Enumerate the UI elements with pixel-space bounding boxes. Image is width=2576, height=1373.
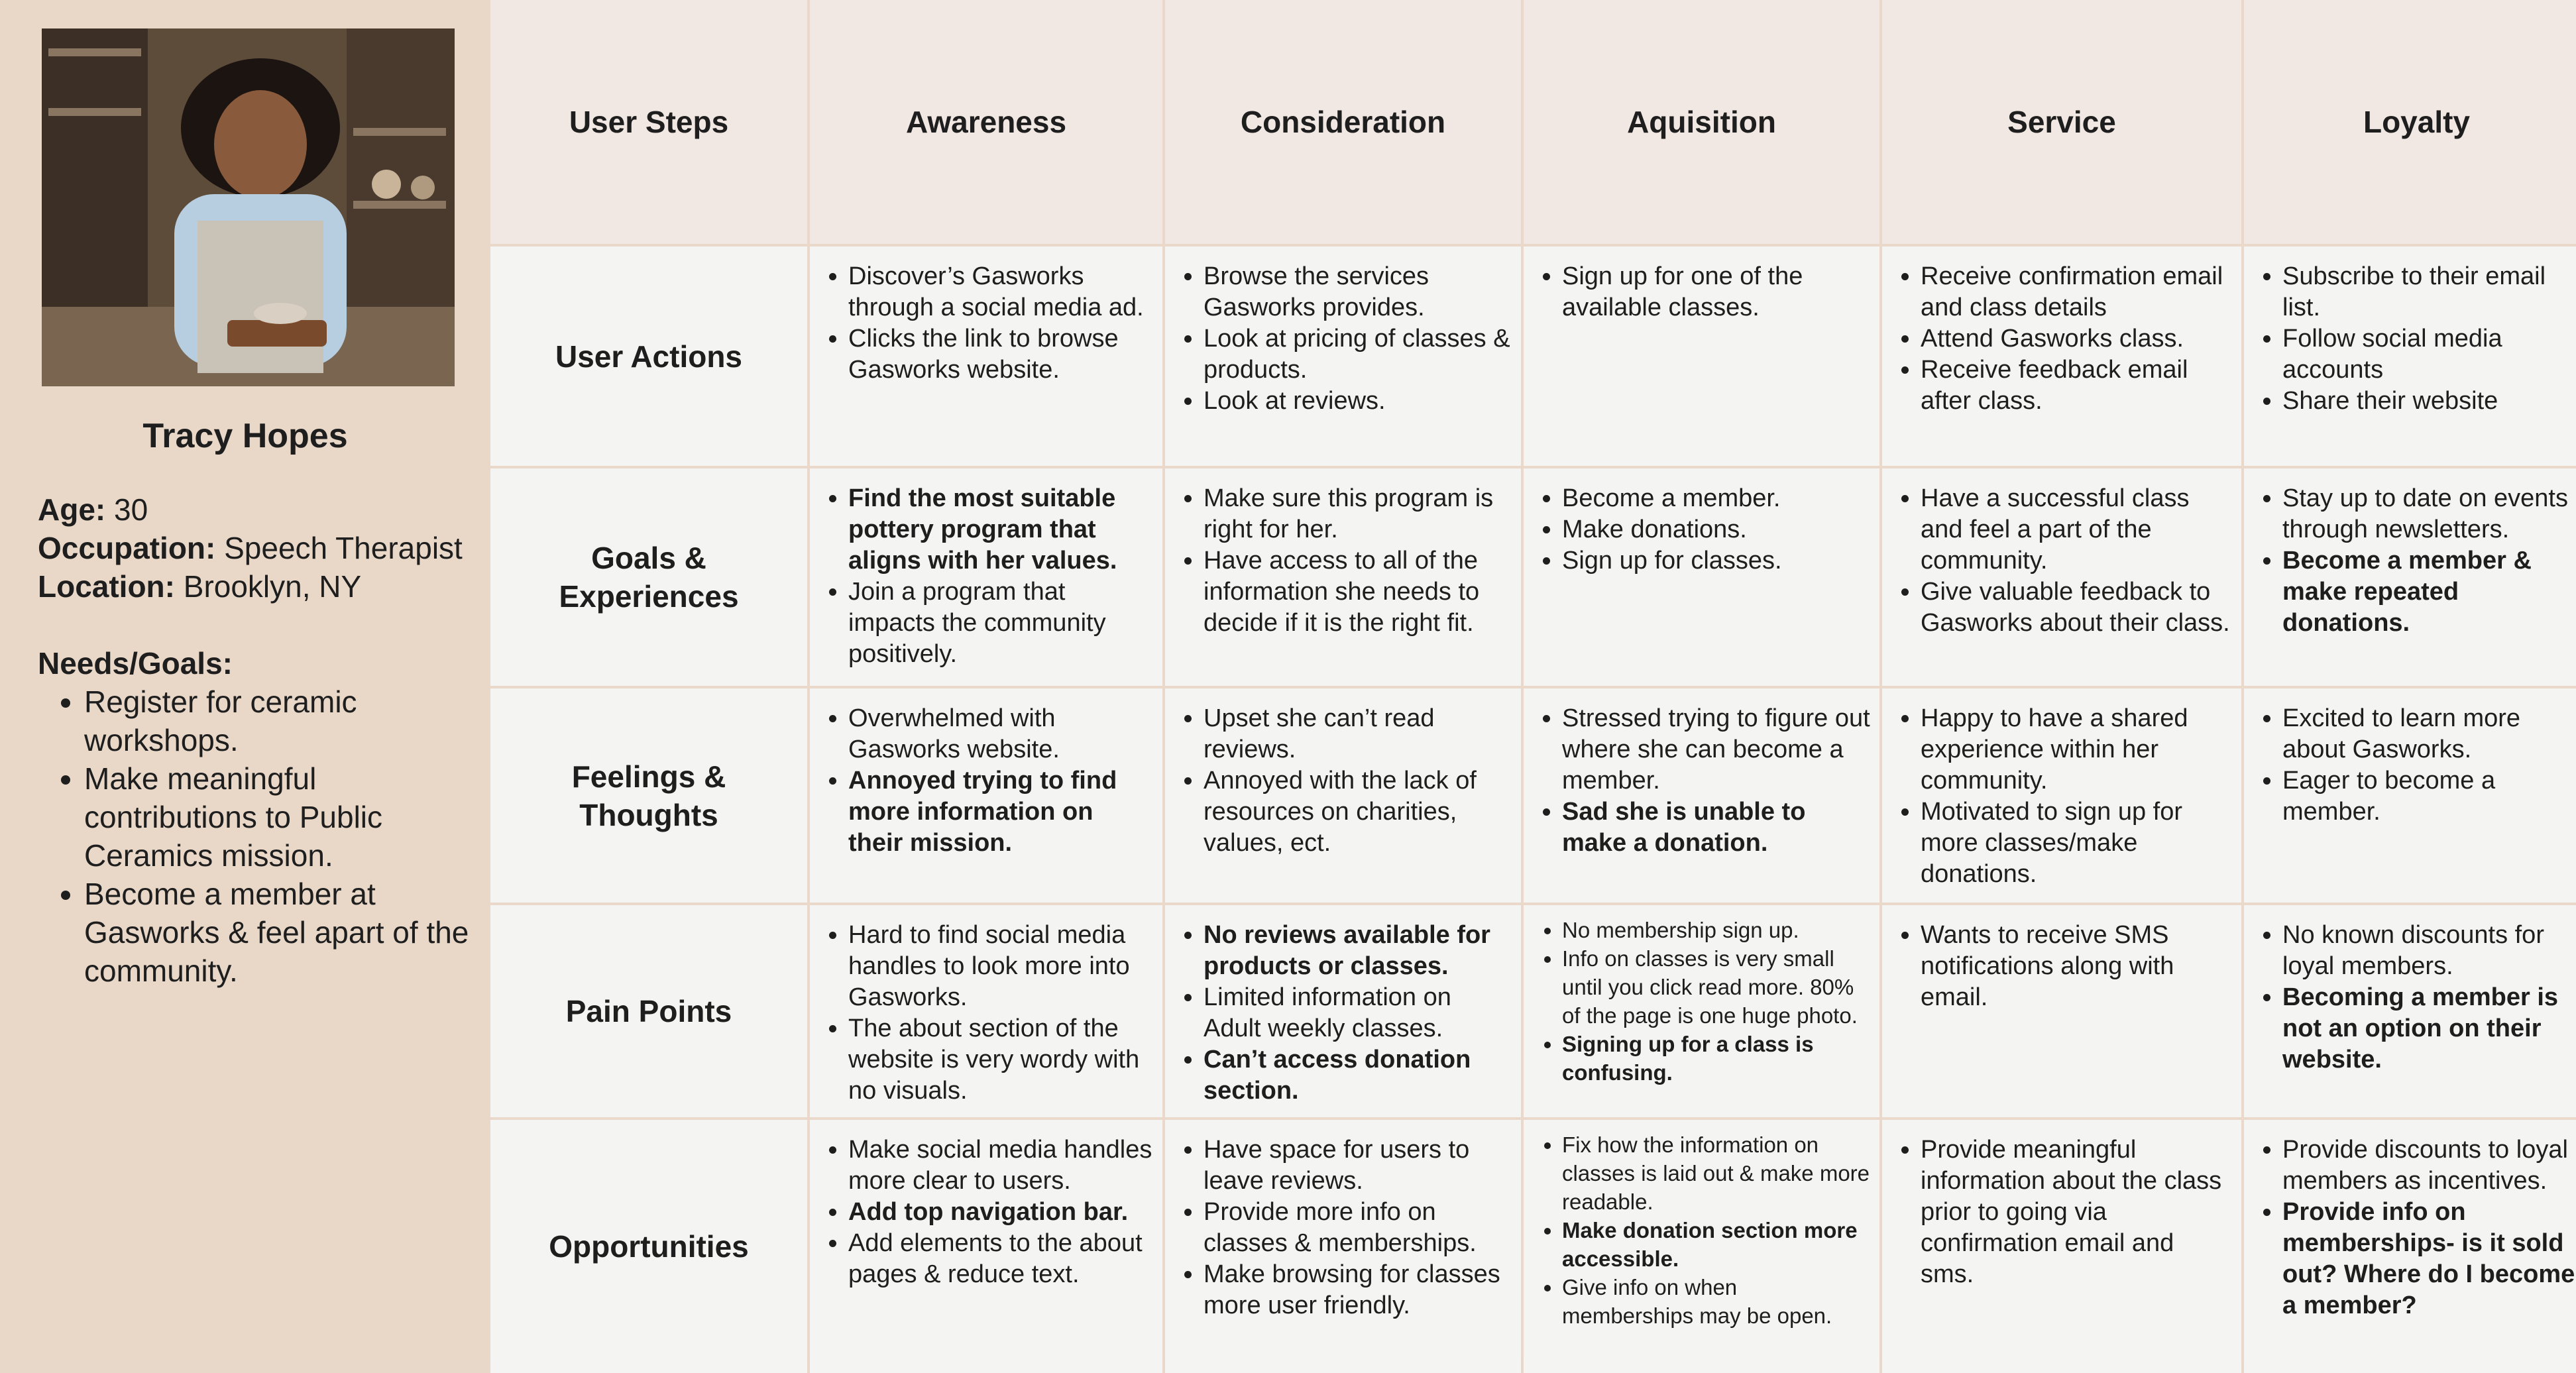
header-aquisition: Aquisition bbox=[1524, 0, 1879, 244]
bullet-item: • Eager to become a member. bbox=[2282, 765, 2576, 828]
bullet-item: • Make sure this program is right for her. bbox=[1204, 483, 1512, 545]
bullet-item: • Look at reviews. bbox=[1204, 386, 1512, 417]
bullet-list bbox=[1533, 261, 1870, 323]
persona-bio bbox=[38, 490, 475, 990]
row-label-goals-and-experiences: Goals & Experiences bbox=[490, 468, 807, 686]
occupation-value: Speech Therapist bbox=[224, 531, 463, 565]
location-value: Brooklyn, NY bbox=[183, 569, 362, 604]
persona-photo bbox=[42, 28, 455, 386]
cell-pain-points-awareness bbox=[810, 905, 1162, 1117]
bullet-list bbox=[819, 261, 1153, 386]
persona-photo-illustration bbox=[42, 28, 455, 386]
bullet-item: • Clicks the link to browse Gasworks website. bbox=[848, 323, 1153, 386]
row-label-pain-points: Pain Points bbox=[490, 905, 807, 1117]
header-user-steps: User Steps bbox=[490, 0, 807, 244]
cell-goals-and-experiences-service bbox=[1882, 468, 2241, 686]
bullet-item: • Stressed trying to figure out where she can become a member. bbox=[1562, 703, 1870, 796]
header-consideration: Consideration bbox=[1165, 0, 1521, 244]
cell-feelings-and-thoughts-service bbox=[1882, 688, 2241, 903]
cell-feelings-and-thoughts-consideration bbox=[1165, 688, 1521, 903]
bullet-list bbox=[1533, 1130, 1870, 1330]
location-line bbox=[38, 567, 475, 606]
cell-user-actions-consideration bbox=[1165, 247, 1521, 466]
needs-item: • Make meaningful contributions to Public Ceramics mission. bbox=[84, 759, 475, 875]
bullet-item: • Become a member. bbox=[1562, 483, 1870, 514]
bullet-item: • Add top navigation bar. bbox=[848, 1197, 1153, 1228]
location-label: Location: bbox=[38, 569, 175, 604]
bullet-list bbox=[1891, 261, 2232, 417]
bullet-item: • Sign up for one of the available classes. bbox=[1562, 261, 1870, 323]
cell-pain-points-aquisition bbox=[1524, 905, 1879, 1117]
bullet-item: • Info on classes is very small until you click read more. 80% of the page is one huge photo. bbox=[1562, 944, 1870, 1030]
bullet-list bbox=[1533, 703, 1870, 859]
bullet-list bbox=[1174, 703, 1512, 859]
bullet-item: • Fix how the information on classes is laid out & make more readable. bbox=[1562, 1130, 1870, 1216]
bullet-item: • Sad she is unable to make a donation. bbox=[1562, 796, 1870, 859]
bullet-item: • Sign up for classes. bbox=[1562, 545, 1870, 577]
bullet-item: • Receive feedback email after class. bbox=[1921, 355, 2232, 417]
bullet-item: • Receive confirmation email and class details bbox=[1921, 261, 2232, 323]
cell-user-actions-service bbox=[1882, 247, 2241, 466]
cell-goals-and-experiences-awareness bbox=[810, 468, 1162, 686]
header-loyalty: Loyalty bbox=[2244, 0, 2576, 244]
bullet-item: • The about section of the website is very wordy with no visuals. bbox=[848, 1013, 1153, 1107]
needs-list bbox=[38, 683, 475, 990]
bullet-list bbox=[2253, 920, 2576, 1075]
bullet-item: • Subscribe to their email list. bbox=[2282, 261, 2576, 323]
age-line bbox=[38, 490, 475, 529]
bullet-item: • Provide meaningful information about the class prior to going via confirmation email and sms. bbox=[1921, 1134, 2232, 1290]
cell-user-actions-awareness bbox=[810, 247, 1162, 466]
bullet-item: • Give valuable feedback to Gasworks about their class. bbox=[1921, 577, 2232, 639]
bullet-item: • Can’t access donation section. bbox=[1204, 1044, 1512, 1107]
cell-opportunities-awareness bbox=[810, 1120, 1162, 1373]
cell-opportunities-loyalty bbox=[2244, 1120, 2576, 1373]
occupation-label: Occupation: bbox=[38, 531, 216, 565]
persona-panel bbox=[0, 0, 490, 1360]
cell-opportunities-aquisition bbox=[1524, 1120, 1879, 1373]
bullet-item: • Happy to have a shared experience within her community. bbox=[1921, 703, 2232, 796]
bullet-item: • Provide info on memberships- is it sold out? Where do I become a member? bbox=[2282, 1197, 2576, 1321]
bullet-item: • Wants to receive SMS notifications along with email. bbox=[1921, 920, 2232, 1013]
bullet-item: • Hard to find social media handles to look more into Gasworks. bbox=[848, 920, 1153, 1013]
bullet-list bbox=[1174, 261, 1512, 417]
bullet-item: • Have access to all of the information she needs to decide if it is the right fit. bbox=[1204, 545, 1512, 639]
age-label: Age: bbox=[38, 492, 106, 527]
bullet-list bbox=[2253, 1134, 2576, 1321]
bullet-item: • Make browsing for classes more user friendly. bbox=[1204, 1259, 1512, 1321]
bullet-item: • Look at pricing of classes & products. bbox=[1204, 323, 1512, 386]
bullet-item: • Find the most suitable pottery program that aligns with her values. bbox=[848, 483, 1153, 577]
bullet-list bbox=[2253, 483, 2576, 639]
row-label-feelings-and-thoughts: Feelings & Thoughts bbox=[490, 688, 807, 903]
cell-opportunities-consideration bbox=[1165, 1120, 1521, 1373]
bullet-item: • Provide more info on classes & memberships. bbox=[1204, 1197, 1512, 1259]
bullet-list bbox=[819, 1134, 1153, 1290]
bullet-list bbox=[819, 703, 1153, 859]
bullet-item: • Annoyed with the lack of resources on charities, values, ect. bbox=[1204, 765, 1512, 859]
persona-name: Tracy Hopes bbox=[142, 417, 348, 455]
bullet-item: • Upset she can’t read reviews. bbox=[1204, 703, 1512, 765]
bullet-item: • Become a member & make repeated donations. bbox=[2282, 545, 2576, 639]
needs-title: Needs/Goals: bbox=[38, 646, 233, 681]
bullet-item: • Attend Gasworks class. bbox=[1921, 323, 2232, 355]
bullet-list bbox=[1533, 483, 1870, 577]
bullet-item: • Share their website bbox=[2282, 386, 2576, 417]
bullet-item: • Becoming a member is not an option on their website. bbox=[2282, 982, 2576, 1075]
cell-pain-points-service bbox=[1882, 905, 2241, 1117]
needs-item: • Become a member at Gasworks & feel apart of the community. bbox=[84, 875, 475, 990]
bullet-item: • Stay up to date on events through newsletters. bbox=[2282, 483, 2576, 545]
bullet-list bbox=[1891, 703, 2232, 890]
bullet-item: • Motivated to sign up for more classes/make donations. bbox=[1921, 796, 2232, 890]
bullet-item: • Excited to learn more about Gasworks. bbox=[2282, 703, 2576, 765]
bullet-list bbox=[1891, 1134, 2232, 1290]
cell-feelings-and-thoughts-awareness bbox=[810, 688, 1162, 903]
bullet-item: • Have a successful class and feel a part of the community. bbox=[1921, 483, 2232, 577]
bullet-item: • Make donations. bbox=[1562, 514, 1870, 545]
needs-item: • Register for ceramic workshops. bbox=[84, 683, 475, 759]
bullet-item: • Discover’s Gasworks through a social media ad. bbox=[848, 261, 1153, 323]
bullet-list bbox=[819, 920, 1153, 1107]
cell-goals-and-experiences-consideration bbox=[1165, 468, 1521, 686]
row-label-opportunities: Opportunities bbox=[490, 1120, 807, 1373]
occupation-line bbox=[38, 529, 475, 567]
bullet-item: • Browse the services Gasworks provides. bbox=[1204, 261, 1512, 323]
bullet-list bbox=[2253, 261, 2576, 417]
bullet-list bbox=[819, 483, 1153, 670]
bullet-item: • No reviews available for products or classes. bbox=[1204, 920, 1512, 982]
row-label-user-actions: User Actions bbox=[490, 247, 807, 466]
bullet-item: • Make donation section more accessible. bbox=[1562, 1216, 1870, 1273]
cell-feelings-and-thoughts-loyalty bbox=[2244, 688, 2576, 903]
cell-goals-and-experiences-loyalty bbox=[2244, 468, 2576, 686]
cell-pain-points-consideration bbox=[1165, 905, 1521, 1117]
bullet-item: • Have space for users to leave reviews. bbox=[1204, 1134, 1512, 1197]
bullet-item: • Limited information on Adult weekly classes. bbox=[1204, 982, 1512, 1044]
cell-goals-and-experiences-aquisition bbox=[1524, 468, 1879, 686]
bullet-list bbox=[2253, 703, 2576, 828]
bullet-item: • Add elements to the about pages & reduce text. bbox=[848, 1228, 1153, 1290]
bullet-list bbox=[1891, 920, 2232, 1013]
bullet-item: • Signing up for a class is confusing. bbox=[1562, 1030, 1870, 1087]
cell-feelings-and-thoughts-aquisition bbox=[1524, 688, 1879, 903]
bullet-item: • Annoyed trying to find more information on their mission. bbox=[848, 765, 1153, 859]
bullet-list bbox=[1174, 1134, 1512, 1321]
cell-user-actions-loyalty bbox=[2244, 247, 2576, 466]
bullet-item: • No membership sign up. bbox=[1562, 916, 1870, 944]
bullet-item: • Follow social media accounts bbox=[2282, 323, 2576, 386]
cell-user-actions-aquisition bbox=[1524, 247, 1879, 466]
bullet-list bbox=[1891, 483, 2232, 639]
bullet-item: • Join a program that impacts the community positively. bbox=[848, 577, 1153, 670]
header-service: Service bbox=[1882, 0, 2241, 244]
bullet-list bbox=[1533, 916, 1870, 1087]
age-value: 30 bbox=[114, 492, 148, 527]
bullet-item: • Provide discounts to loyal members as incentives. bbox=[2282, 1134, 2576, 1197]
cell-pain-points-loyalty bbox=[2244, 905, 2576, 1117]
bullet-item: • No known discounts for loyal members. bbox=[2282, 920, 2576, 982]
bullet-item: • Overwhelmed with Gasworks website. bbox=[848, 703, 1153, 765]
bullet-item: • Make social media handles more clear to users. bbox=[848, 1134, 1153, 1197]
cell-opportunities-service bbox=[1882, 1120, 2241, 1373]
header-awareness: Awareness bbox=[810, 0, 1162, 244]
bullet-item: • Give info on when memberships may be open. bbox=[1562, 1273, 1870, 1330]
bullet-list bbox=[1174, 483, 1512, 639]
bullet-list bbox=[1174, 920, 1512, 1107]
journey-table bbox=[490, 0, 2576, 1360]
